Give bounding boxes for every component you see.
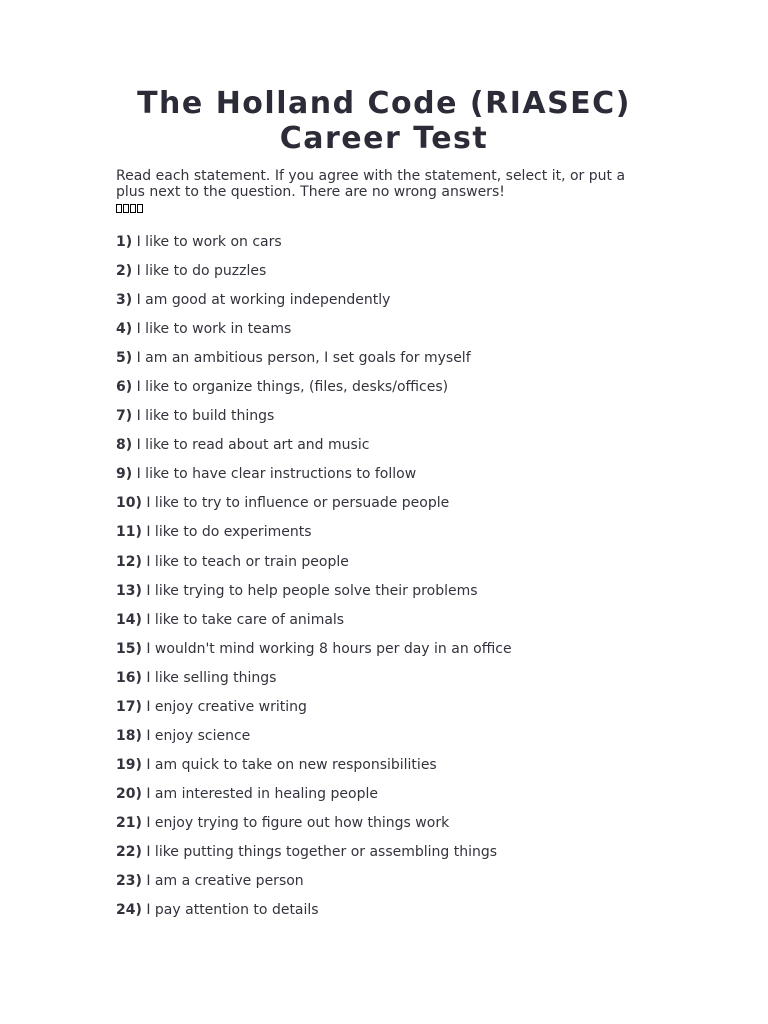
question-text: I am quick to take on new responsibilities bbox=[146, 756, 437, 773]
missing-glyph-icon bbox=[130, 204, 136, 213]
missing-glyph-boxes bbox=[116, 201, 652, 215]
question-item[interactable] bbox=[116, 780, 652, 809]
question-number: 7) bbox=[116, 408, 133, 425]
question-item[interactable] bbox=[116, 373, 652, 402]
intro-text: Read each statement. If you agree with the statement, select it, or put a plus next to the question. There are no wrong answers! bbox=[116, 168, 626, 200]
question-text: I am a creative person bbox=[146, 873, 304, 890]
question-text: I am good at working independently bbox=[136, 292, 391, 309]
question-number: 4) bbox=[116, 321, 133, 338]
question-number: 1) bbox=[116, 234, 133, 250]
question-number: 11) bbox=[116, 524, 142, 541]
question-number: 5) bbox=[116, 350, 133, 367]
question-text: I like selling things bbox=[146, 669, 277, 686]
question-text: I like putting things together or assembling things bbox=[146, 843, 498, 860]
question-item[interactable] bbox=[116, 315, 652, 344]
question-text: I like to build things bbox=[136, 408, 275, 425]
question-item[interactable] bbox=[116, 606, 652, 635]
question-number: 8) bbox=[116, 437, 133, 454]
question-item[interactable] bbox=[116, 664, 652, 693]
question-number: 17) bbox=[116, 698, 142, 715]
question-number: 10) bbox=[116, 495, 142, 512]
question-number: 9) bbox=[116, 466, 133, 483]
question-text: I like to have clear instructions to follow bbox=[136, 466, 417, 483]
question-number: 21) bbox=[116, 814, 142, 831]
title-line-2: Career Test bbox=[279, 121, 489, 156]
question-item[interactable] bbox=[116, 402, 652, 431]
question-number: 22) bbox=[116, 843, 142, 860]
question-item[interactable] bbox=[116, 693, 652, 722]
question-item[interactable] bbox=[116, 809, 652, 838]
question-item[interactable] bbox=[116, 431, 652, 460]
question-text: I like to try to influence or persuade people bbox=[146, 495, 450, 512]
question-number: 14) bbox=[116, 611, 142, 628]
question-number: 19) bbox=[116, 756, 142, 773]
question-item[interactable] bbox=[116, 228, 652, 257]
question-item[interactable] bbox=[116, 548, 652, 577]
question-text: I am an ambitious person, I set goals for myself bbox=[136, 350, 471, 367]
question-item[interactable] bbox=[116, 867, 652, 896]
question-number: 13) bbox=[116, 582, 142, 599]
question-number: 12) bbox=[116, 553, 142, 570]
question-text: I like trying to help people solve their problems bbox=[146, 582, 478, 599]
question-text: I like to teach or train people bbox=[146, 553, 349, 570]
missing-glyph-icon bbox=[116, 204, 122, 213]
question-list bbox=[116, 228, 652, 925]
question-number: 6) bbox=[116, 379, 133, 396]
question-text: I like to organize things, (files, desks/offices) bbox=[136, 379, 449, 396]
question-number: 20) bbox=[116, 785, 142, 802]
question-item[interactable] bbox=[116, 896, 652, 925]
question-number: 23) bbox=[116, 873, 142, 890]
page-title bbox=[116, 86, 652, 156]
question-number: 2) bbox=[116, 263, 133, 280]
question-text: I like to do experiments bbox=[146, 524, 312, 541]
question-text: I like to read about art and music bbox=[136, 437, 370, 454]
title-line-1: The Holland Code (RIASEC) bbox=[137, 86, 631, 121]
question-item[interactable] bbox=[116, 460, 652, 489]
question-item[interactable] bbox=[116, 722, 652, 751]
question-text: I enjoy creative writing bbox=[146, 698, 307, 715]
question-text: I pay attention to details bbox=[146, 902, 319, 919]
question-number: 24) bbox=[116, 902, 142, 919]
missing-glyph-icon bbox=[137, 204, 143, 213]
question-number: 16) bbox=[116, 669, 142, 686]
question-text: I like to take care of animals bbox=[146, 611, 345, 628]
question-text: I enjoy science bbox=[146, 727, 251, 744]
question-number: 3) bbox=[116, 292, 133, 309]
question-text: I enjoy trying to figure out how things work bbox=[146, 814, 450, 831]
question-text: I like to work in teams bbox=[136, 321, 292, 338]
question-number: 15) bbox=[116, 640, 142, 657]
question-item[interactable] bbox=[116, 489, 652, 518]
question-item[interactable] bbox=[116, 344, 652, 373]
question-text: I wouldn't mind working 8 hours per day in an office bbox=[146, 640, 512, 657]
question-text: I like to do puzzles bbox=[136, 263, 267, 280]
question-item[interactable] bbox=[116, 257, 652, 286]
question-item[interactable] bbox=[116, 577, 652, 606]
question-text: I am interested in healing people bbox=[146, 785, 378, 802]
question-item[interactable] bbox=[116, 286, 652, 315]
missing-glyph-icon bbox=[123, 204, 129, 213]
question-item[interactable] bbox=[116, 751, 652, 780]
question-item[interactable] bbox=[116, 635, 652, 664]
question-item[interactable] bbox=[116, 838, 652, 867]
document-page bbox=[116, 86, 652, 925]
question-text: I like to work on cars bbox=[136, 234, 282, 250]
question-item[interactable] bbox=[116, 518, 652, 547]
question-number: 18) bbox=[116, 727, 142, 744]
